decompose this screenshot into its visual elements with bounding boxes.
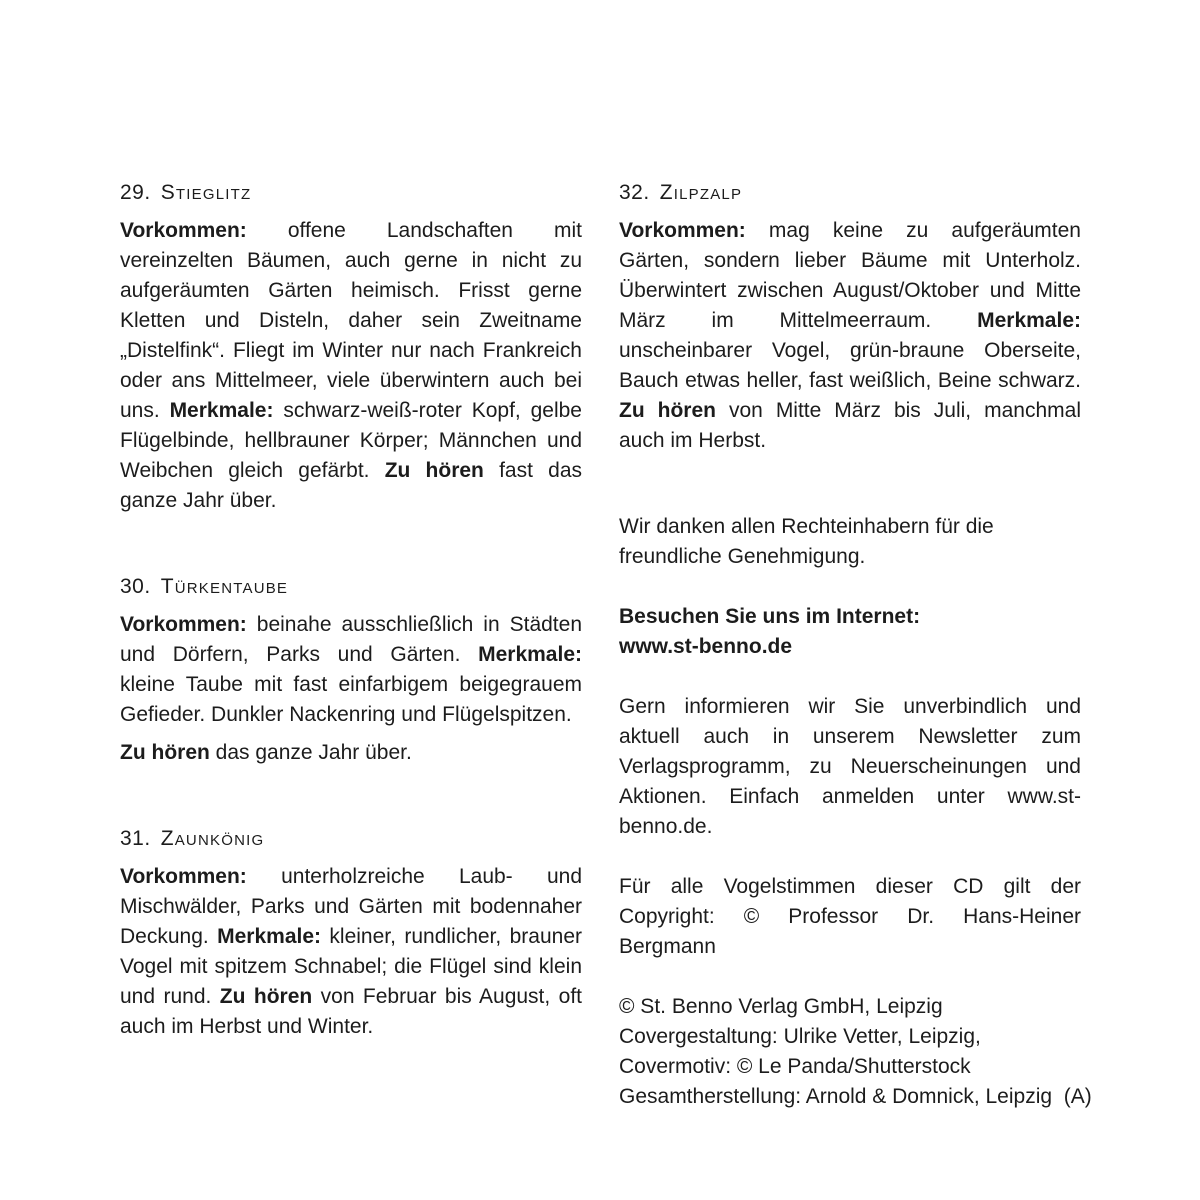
merkmale-text: schwarz-weiß-roter Kopf, gelbe Flügelbinde, hellbrauner Körper; Männchen und Weibchen gleich gefärbt. xyxy=(120,399,582,482)
vorkommen-text: mag keine zu aufgeräumten Gärten, sondern lieber Bäume mit Unterholz. Überwintert zwischen August/Oktober und Mitte März im Mittelmeerraum. xyxy=(619,219,1081,332)
hoeren-label: Zu hören xyxy=(219,985,313,1008)
entry-hearing xyxy=(120,738,582,768)
entry-description xyxy=(120,862,582,1042)
vorkommen-text: offene Landschaften mit vereinzelten Bäumen, auch gerne in nicht zu aufgeräumten Gärten heimisch. Frisst gerne Kletten und Disteln, daher sein Zweitname „Distelfink“. Fliegt im Winter nur nach Frankreich oder ans Mittelmeer, viele überwintern auch bei uns. xyxy=(120,219,582,422)
left-column xyxy=(120,178,582,1042)
hoeren-label: Zu hören xyxy=(120,741,210,764)
website-link[interactable]: www.st-benno.de xyxy=(619,635,793,658)
entry-number: 29. xyxy=(120,181,151,204)
visit-line: Besuchen Sie uns im Internet: xyxy=(619,605,921,628)
newsletter-text: Gern informieren wir Sie unverbindlich und aktuell auch in unserem Newsletter zum Verlagsprogramm, zu Neuerscheinungen und Aktionen. Einfach anmelden unter www.st-benno.de. xyxy=(619,695,1081,838)
merkmale-text: kleiner, rundlicher, brauner Vogel mit spitzem Schnabel; die Flügel sind klein und rund. xyxy=(120,925,583,1008)
merkmale-label: Merkmale: xyxy=(217,925,322,948)
entry-title: Türkentaube xyxy=(160,575,289,598)
merkmale-label: Merkmale: xyxy=(977,309,1081,332)
credit-line: Covergestaltung: Ulrike Vetter, Leipzig, xyxy=(619,1025,981,1048)
entry-tuerkentaube xyxy=(120,572,582,768)
credit-line: Gesamtherstellung: Arnold & Domnick, Leipzig (A) xyxy=(619,1085,1092,1108)
thanks-text: Wir danken allen Rechteinhabern für die freundliche Genehmigung. xyxy=(619,515,994,568)
entry-zaunkoenig xyxy=(120,824,582,1042)
entry-heading xyxy=(619,178,1081,208)
credits-block xyxy=(619,992,1092,1112)
hoeren-text: von Februar bis August, oft auch im Herbst und Winter. xyxy=(120,985,583,1038)
right-column xyxy=(619,178,1092,1112)
entry-zilpzalp xyxy=(619,178,1081,456)
entry-heading xyxy=(120,824,582,854)
merkmale-text: unscheinbarer Vogel, grün-braune Oberseite, Bauch etwas heller, fast weißlich, Beine schwarz. xyxy=(619,339,1081,392)
merkmale-label: Merkmale: xyxy=(478,643,582,666)
visit-block xyxy=(619,602,1081,662)
hoeren-text: das ganze Jahr über. xyxy=(209,741,412,764)
hoeren-label: Zu hören xyxy=(384,459,484,482)
entry-heading xyxy=(120,572,582,602)
vorkommen-label: Vorkommen: xyxy=(120,865,247,888)
entry-title: Zaunkönig xyxy=(160,827,265,850)
vorkommen-text: unterholzreiche Laub- und Mischwälder, Parks und Gärten mit bodennaher Deckung. xyxy=(120,865,582,948)
entry-number: 32. xyxy=(619,181,650,204)
voices-copyright: Für alle Vogelstimmen dieser CD gilt der Copyright: © Professor Dr. Hans-Heiner Bergmann xyxy=(619,875,1081,958)
entry-number: 31. xyxy=(120,827,151,850)
vorkommen-label: Vorkommen: xyxy=(120,219,247,242)
entry-heading xyxy=(120,178,582,208)
vorkommen-text: beinahe ausschließlich in Städten und Dörfern, Parks und Gärten. xyxy=(120,613,582,666)
entry-title: Zilpzalp xyxy=(659,181,743,204)
hoeren-text: von Mitte März bis Juli, manchmal auch im Herbst. xyxy=(619,399,1081,452)
entry-description xyxy=(120,610,582,730)
hoeren-label: Zu hören xyxy=(619,399,716,422)
entry-stieglitz xyxy=(120,178,582,516)
vorkommen-label: Vorkommen: xyxy=(619,219,746,242)
credit-line: Covermotiv: © Le Panda/Shutterstock xyxy=(619,1055,971,1078)
credit-line: © St. Benno Verlag GmbH, Leipzig xyxy=(619,995,943,1018)
hoeren-text: fast das ganze Jahr über. xyxy=(120,459,582,512)
merkmale-text: kleine Taube mit fast einfarbigem beigegrauem Gefieder. Dunkler Nackenring und Flügelspitzen. xyxy=(120,673,582,726)
entry-description xyxy=(120,216,582,516)
entry-number: 30. xyxy=(120,575,151,598)
merkmale-label: Merkmale: xyxy=(169,399,274,422)
entry-title: Stieglitz xyxy=(160,181,252,204)
vorkommen-label: Vorkommen: xyxy=(120,613,247,636)
entry-description xyxy=(619,216,1081,456)
